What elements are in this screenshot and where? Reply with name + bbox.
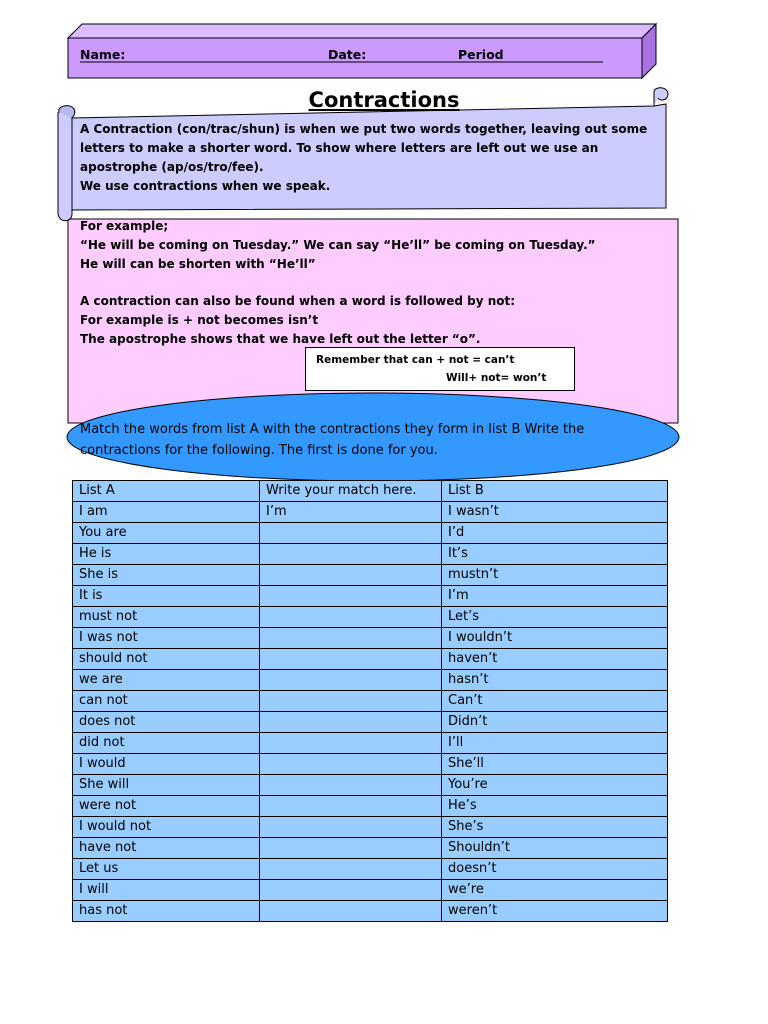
table-row (73, 607, 668, 628)
list-a-cell: I would (73, 754, 260, 775)
list-a-cell: She will (73, 775, 260, 796)
table-row (73, 880, 668, 901)
name-label: Name: (80, 47, 126, 62)
list-b-cell: we’re (442, 880, 668, 901)
table-row (73, 712, 668, 733)
match-cell[interactable] (260, 775, 442, 796)
match-table (72, 480, 668, 922)
match-cell[interactable] (260, 901, 442, 922)
remember-line: Will+ not= won’t (446, 372, 547, 384)
list-a-cell: He is (73, 544, 260, 565)
list-a-cell: has not (73, 901, 260, 922)
table-row (73, 754, 668, 775)
list-a-header: List A (73, 481, 260, 502)
list-a-cell: Let us (73, 859, 260, 880)
table-row (73, 544, 668, 565)
table-row (73, 628, 668, 649)
list-b-cell: He’s (442, 796, 668, 817)
list-b-cell: I wouldn’t (442, 628, 668, 649)
table-row (73, 565, 668, 586)
list-a-cell: She is (73, 565, 260, 586)
match-cell[interactable] (260, 523, 442, 544)
table-row (73, 775, 668, 796)
intro-line: letters to make a shorter word. To show where letters are left out we use an (80, 141, 599, 155)
table-row (73, 586, 668, 607)
table-row (73, 733, 668, 754)
list-a-cell: must not (73, 607, 260, 628)
date-label: Date: (328, 47, 367, 62)
list-a-cell: It is (73, 586, 260, 607)
match-cell[interactable] (260, 586, 442, 607)
match-cell[interactable] (260, 880, 442, 901)
match-cell[interactable] (260, 838, 442, 859)
example-text (80, 217, 670, 349)
intro-line: We use contractions when we speak. (80, 179, 331, 193)
list-b-cell: weren’t (442, 901, 668, 922)
match-cell[interactable] (260, 796, 442, 817)
match-cell[interactable] (260, 754, 442, 775)
list-b-cell: mustn’t (442, 565, 668, 586)
match-cell[interactable] (260, 691, 442, 712)
list-b-cell: I wasn’t (442, 502, 668, 523)
match-cell[interactable] (260, 649, 442, 670)
remember-box (305, 347, 575, 391)
list-a-cell: does not (73, 712, 260, 733)
table-header-row (73, 481, 668, 502)
list-b-cell: She’s (442, 817, 668, 838)
list-a-cell: have not (73, 838, 260, 859)
list-a-cell: I will (73, 880, 260, 901)
table-row (73, 838, 668, 859)
table-row (73, 796, 668, 817)
match-cell[interactable] (260, 817, 442, 838)
page-title: Contractions (308, 88, 460, 112)
list-b-cell: Can’t (442, 691, 668, 712)
list-b-cell: I’m (442, 586, 668, 607)
list-b-cell: I’d (442, 523, 668, 544)
example-line: For example is + not becomes isn’t (80, 313, 319, 327)
example-line: For example; (80, 219, 169, 233)
list-b-header: List B (442, 481, 668, 502)
match-cell[interactable]: I’m (260, 502, 442, 523)
instruction-line: contractions for the following. The first is done for you. (80, 443, 438, 458)
list-a-cell: can not (73, 691, 260, 712)
example-line: He will can be shorten with “He’ll” (80, 257, 316, 271)
table-row (73, 691, 668, 712)
list-b-cell: I’ll (442, 733, 668, 754)
example-line: The apostrophe shows that we have left out the letter “o”. (80, 332, 481, 346)
list-b-cell: Didn’t (442, 712, 668, 733)
table-row (73, 901, 668, 922)
intro-line: A Contraction (con/trac/shun) is when we put two words together, leaving out some (80, 122, 648, 136)
match-cell[interactable] (260, 544, 442, 565)
match-cell[interactable] (260, 607, 442, 628)
match-cell[interactable] (260, 628, 442, 649)
table-row (73, 649, 668, 670)
example-line: A contraction can also be found when a word is followed by not: (80, 294, 516, 308)
table-row (73, 859, 668, 880)
list-b-cell: doesn’t (442, 859, 668, 880)
match-cell[interactable] (260, 565, 442, 586)
list-a-cell: I am (73, 502, 260, 523)
list-a-cell: You are (73, 523, 260, 544)
list-a-cell: we are (73, 670, 260, 691)
match-cell[interactable] (260, 859, 442, 880)
list-b-cell: Let’s (442, 607, 668, 628)
list-a-cell: did not (73, 733, 260, 754)
list-a-cell: should not (73, 649, 260, 670)
period-label: Period (458, 47, 504, 62)
list-a-cell: I was not (73, 628, 260, 649)
table-row (73, 817, 668, 838)
example-line: “He will be coming on Tuesday.” We can say “He’ll” be coming on Tuesday.” (80, 238, 596, 252)
list-b-cell: hasn’t (442, 670, 668, 691)
instructions (80, 419, 680, 461)
intro-text (80, 120, 660, 196)
match-cell[interactable] (260, 733, 442, 754)
match-cell[interactable] (260, 670, 442, 691)
match-header: Write your match here. (260, 481, 442, 502)
match-cell[interactable] (260, 712, 442, 733)
list-b-cell: She’ll (442, 754, 668, 775)
table-row (73, 502, 668, 523)
list-a-cell: I would not (73, 817, 260, 838)
list-b-cell: You’re (442, 775, 668, 796)
instruction-line: Match the words from list A with the contractions they form in list B Write the (80, 422, 585, 437)
table-row (73, 670, 668, 691)
remember-line: Remember that can + not = can’t (316, 354, 515, 366)
table-row (73, 523, 668, 544)
intro-line: apostrophe (ap/os/tro/fee). (80, 160, 264, 174)
list-b-cell: haven’t (442, 649, 668, 670)
list-b-cell: It’s (442, 544, 668, 565)
list-a-cell: were not (73, 796, 260, 817)
list-b-cell: Shouldn’t (442, 838, 668, 859)
